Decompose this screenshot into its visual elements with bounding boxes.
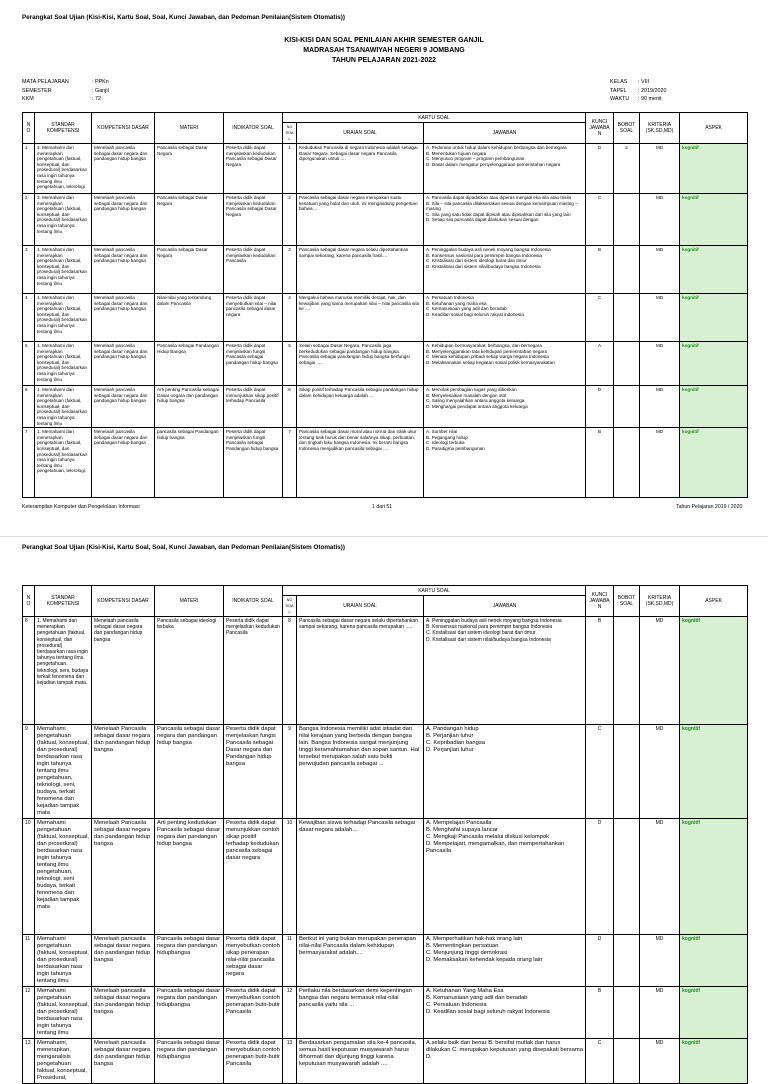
bobot-soal <box>614 617 640 725</box>
uraian-soal: Pancasila sebagai dasar moral atau norma dan tolak ukur tentang baik buruk dan benar salahnya sikap, perbuatan, dan tingkah laku bangsa Indonesia. Ini berarti bangsa Indonesia menjadikan pancasila sebagai .... <box>297 428 424 498</box>
kunci-jawaban: C <box>586 1039 614 1084</box>
kunci-jawaban: D <box>586 935 614 987</box>
jawaban: A. Kehidupan bermasyarakat, berbangsa, dan bernegara B. Menyelenggarakan tata kehidupan pemerintahan negara C. Menata kehidupan pribadi setiap warga negara Indonesia D. Melaksanakan setiap kegiatan sosial politik kemasyarakatan <box>424 342 586 386</box>
indikator-soal: Peserta didik dapat menunjukkan contoh sikap positif terhadap kedudukan pancasila sebagai dasar negara <box>224 819 283 935</box>
standar-kompetensi: Memahami pengetahuan (faktual, konseptual, dan prosedural) berdasarkan rasa ingin tahunya tentang ilmu <box>35 935 92 987</box>
jawaban: A. Pedoman untuk hidup dalam kehidupan berbangsa dan bernegara B. Menentukan tujuan negara C. Menyusun program – program pembangunan D. Dasar dalam mengatur penyelenggaraan pemerintahan negara <box>424 144 586 194</box>
table-row <box>23 342 748 386</box>
kriteria: MD <box>640 987 680 1039</box>
col-bobot: BOBOT SOAL <box>614 586 640 617</box>
no-soal: 1 <box>283 144 297 194</box>
kunci-jawaban: C <box>586 294 614 342</box>
bobot-soal <box>614 342 640 386</box>
row-no: 7 <box>23 428 35 498</box>
meta-row-tapel: TAPEL : 2019/2020 <box>610 87 667 94</box>
title-line-3: TAHUN PELAJARAN 2021-2022 <box>331 57 437 64</box>
kriteria: MD <box>640 144 680 194</box>
jawaban: A. Pancasila dapat dipadatkan atau diperas menjadi eka sila atau trisila B. Sila – sila pancasila dilaksanakan sesuai dengan kemampuan masing – masing C. Sila yang satu tidak dapat dipisah atau dipisahkan dari sila yang lain D. Setiap sila pancasila dapat dilakukan sesuai dengan <box>424 194 586 246</box>
uraian-soal: Berikut ini yang bukan merupakan penerapan nilai-nilai Pancasila dalam kehidupan bermasyarakat adalah.... <box>297 935 424 987</box>
kriteria: MD <box>640 246 680 294</box>
footer-left: Keterampilan Komputer dan Pengelolaan Informasi <box>22 504 140 510</box>
kompetensi-dasar: Menelaah pancasila sebagai dasar negara dan pandangan hidup bangsa <box>92 246 155 294</box>
kisi-kisi-table-2 <box>22 585 748 1084</box>
kunci-jawaban: D <box>586 386 614 428</box>
row-no: 11 <box>23 935 35 987</box>
kriteria: MD <box>640 294 680 342</box>
kriteria: MD <box>640 194 680 246</box>
indikator-soal: Peserta didik dapat menyebutkan contoh penerapan butir-butir Pancasila <box>224 987 283 1039</box>
no-soal: 7 <box>283 428 297 498</box>
indikator-soal: Peserta didik dapat menyebutkan contoh sikap penerapan nilai-nilai pancasila sebagai dasar negara <box>224 935 283 987</box>
materi: Arti penting kedudukan Pancasila sebagai dasar negara dan pandangan hidup bangsa <box>155 819 224 935</box>
meta-row-time: WAKTU : 90 menit <box>610 96 662 102</box>
no-soal: 2 <box>283 194 297 246</box>
document-header: Perangkat Soal Ujian (Kisi-Kisi, Kartu Soal, Soal, Kunci Jawaban, dan Pedoman Penilaian(Sistem Otomatis)) <box>22 14 345 21</box>
materi: Nilai-nilai yang terkandung dalam Pancasila <box>155 294 224 342</box>
aspek: kognitif <box>680 428 748 498</box>
meta-row-semester: SEMESTER : Ganjil <box>22 87 109 94</box>
row-no: 9 <box>23 725 35 819</box>
indikator-soal: Peserta didik dapat menjelaskan kedudukan Pancasila sebagai Dasar Negara <box>224 194 283 246</box>
standar-kompetensi: Memahami pengetahuan (faktual, konseptual, dan prosedural) berdasarkan rasa ingin tahunya tentang ilmu <box>35 987 92 1039</box>
row-no: 8 <box>23 617 35 725</box>
col-jawaban: JAWABAN <box>424 596 586 617</box>
table-row <box>23 428 748 498</box>
indikator-soal: Peserta didik dapat menyebutkan contoh penerapan butir-butir Pancasila <box>224 1039 283 1084</box>
col-kartu: KARTU SOAL <box>283 113 586 123</box>
kunci-jawaban: B <box>586 428 614 498</box>
kriteria: MD <box>640 386 680 428</box>
materi: Pancasila sebagai Dasar Negara <box>155 246 224 294</box>
kunci-jawaban: D <box>586 819 614 935</box>
bobot-soal <box>614 386 640 428</box>
bobot-soal <box>614 1039 640 1084</box>
kompetensi-dasar: Menelaah pancasila sebagai dasar negara dan pandangan hidup bangsa <box>92 342 155 386</box>
table-row <box>23 386 748 428</box>
no-soal: 6 <box>283 386 297 428</box>
standar-kompetensi: Memahami pengetahuan (faktual, konseptual, dan prosedural) berdasarkan rasa ingin tahunya tentang ilmu pengetahuan, teknologi, seni, budaya, terkait fenomena dan kejadian tampak mata <box>35 725 92 819</box>
jawaban: A. Peninggalan budaya asli nenek moyang bangsa Indonesia B. Konsensus nasional para pemimpin bangsa Indonesia C. Kristalisasi dari sistem ideologi barat dan timur D. Kristalisasi dari sistem nilai/budaya bangsa Indonesia <box>424 246 586 294</box>
uraian-soal: Selain sebagai Dasar Negara, Pancasila juga berkedudukan sebagai pandangan hidup bangsa. Pancasila sebagai pandangan hidup bangsa berfungsi sebagai ..... <box>297 342 424 386</box>
kompetensi-dasar: Menelaah pancasila sebagai dasar negara dan pandangan hidup bangsa <box>92 935 155 987</box>
materi: Pancasila sebagai Pandangan Hidup Bangsa <box>155 342 224 386</box>
bobot-soal <box>614 428 640 498</box>
kompetensi-dasar: Menelaah pancasila sebagai dasar negara dan pandangan hidup bangsa <box>92 294 155 342</box>
kisi-kisi-table <box>22 112 748 498</box>
uraian-soal: Pancasila sebagai dasar negara selalu dipertahankan sampai sekarang, karena pancasila merupakan ..... <box>297 617 424 725</box>
uraian-soal: Sikap positif terhadap Pancasila sebagai pandangan hidup dalam kehidupan keluarga adalah ... <box>297 386 424 428</box>
table-row <box>23 194 748 246</box>
jawaban: A. Ketuhanan Yang Maha Esa B. Kemanusiaan yang adil dan beradab C. Persatuan Indonesia D. Keadilan sosial bagi seluruh rakyat Indonesia <box>424 987 586 1039</box>
table-row <box>23 617 748 725</box>
jawaban: A. Menolak pembagian tugas yang diberikan B. Menyelesaikan masalah dengan otot C. Saling menyalahkan antara anggota keluarga D. Menghargai pendapat antara anggota keluarga <box>424 386 586 428</box>
standar-kompetensi: 1. Memahami dan menerapkan pengetahuan (faktual, konseptual, dan prosedural) berdasarkan rasa ingin tahunya tentang ilmu <box>35 342 92 386</box>
uraian-soal: Kewajiban siswa terhadap Pancasila sebagai dasar negara adalah.... <box>297 819 424 935</box>
meta-row-class: KELAS : VIII <box>610 79 650 85</box>
materi: Pancasila sebagai dasar negara dan pandangan hidupbangsa <box>155 1039 224 1084</box>
table-row <box>23 1039 748 1084</box>
kunci-jawaban: D <box>586 144 614 194</box>
standar-kompetensi: 1. Memahami dan menerapkan pengetahuan (faktual, konseptual, dan prosedural) berdasarkan rasa ingin tahunya tentang ilmu pengetahuan, teknologi, <box>35 428 92 498</box>
indikator-soal: Peserta didik dapat menjelaskan kedudukan Pancasila <box>224 617 283 725</box>
bobot-soal <box>614 725 640 819</box>
indikator-soal: Peserta didik dapat menjelaskan kedudukan Pancasila <box>224 246 283 294</box>
materi: Pancasila sebagai dasar negara dan pandangan hidupbangsa <box>155 987 224 1039</box>
indikator-soal: Peserta didik dapat menjelaskan fungsi Pancasila sebagai Pandangan hidup bangsa <box>224 428 283 498</box>
materi: Pancasila sebagai Dasar Negara <box>155 194 224 246</box>
kriteria: MD <box>640 428 680 498</box>
materi: Arti penting Pancasila sebagai Dasar negara dan pandangan hidup bangsa <box>155 386 224 428</box>
row-no: 13 <box>23 1039 35 1084</box>
standar-kompetensi: Memahami pengetahuan (faktual, konseptual, dan prosedural) berdasarkan rasa ingin tahunya tentang ilmu pengetahuan, teknologi, seni budaya, terkait fenomena dan kejadian tampak mata <box>35 819 92 935</box>
materi: pancasila sebagai Pandangan hidup bangsa <box>155 428 224 498</box>
col-kriteria: KRITERIA (SK,SD,MD) <box>640 586 680 617</box>
col-no-soal: NO SOAL <box>283 596 297 617</box>
col-aspek: ASPEK <box>680 586 748 617</box>
standar-kompetensi: 3. Memahami dan menerapkan pengetahuan (faktual, konseptual, dan prosedural) berdasarkan rasa ingin tahunya tentang ilmu <box>35 194 92 246</box>
kompetensi-dasar: Menelaah pancasila sebagai dasar negara dan pandangan hidup bangsa <box>92 194 155 246</box>
aspek: kognitif <box>680 246 748 294</box>
col-kunci: KUNCI JAWABAN <box>586 586 614 617</box>
col-jawaban: JAWABAN <box>424 123 586 144</box>
materi: Pancasila sebagai dasar negara dan pandangan hidup bangsa <box>155 725 224 819</box>
standar-kompetensi: 1. Memahami dan menerapkan pengetahuan (faktual, konseptual, dan prosedural) berdasarkan rasa ingin tahunya tentang ilmu pengetahuan, teknologi, seni, budaya terkait fenomena dan kejadian tampak mata. <box>35 617 92 725</box>
jawaban: A. Pandangan hidup B. Perjanjian luhur C. Kepribadian bangsa D. Perjanjian luhur <box>424 725 586 819</box>
row-no: 4 <box>23 294 35 342</box>
title-line-1: KISI-KISI DAN SOAL PENILAIAN AKHIR SEMESTER GANJIL <box>284 37 484 44</box>
materi: Pancasila sebagai Dasar Negara <box>155 144 224 194</box>
bobot-soal <box>614 935 640 987</box>
col-kunci: KUNCI JAWABAN <box>586 113 614 144</box>
standar-kompetensi: 1. Memahami dan menerapkan pengetahuan (faktual, konseptual, dan prosedural) berdasarkan rasa ingin tahunya tentang ilmu <box>35 246 92 294</box>
col-materi: MATERI <box>155 113 224 144</box>
aspek: kognitif <box>680 194 748 246</box>
kompetensi-dasar: Menelaah pancasila sebagai dasar negara dan pandangan hidup bangsa <box>92 386 155 428</box>
col-materi: MATERI <box>155 586 224 617</box>
meta-left <box>22 78 109 104</box>
standar-kompetensi: 3. Memahami dan menerapkan pengetahuan (faktual, konseptual, dan prosedural) berdasarkan rasa ingin tahunya tentang ilmu pengetahuan, teknologi <box>35 144 92 194</box>
col-no-soal: NO SOAL <box>283 123 297 144</box>
aspek: kognitif <box>680 819 748 935</box>
bobot-soal <box>614 819 640 935</box>
row-no: 2 <box>23 194 35 246</box>
title-line-2: MADRASAH TSANAWIYAH NEGERI 9 JOMBANG <box>303 47 465 54</box>
no-soal: 8 <box>283 617 297 725</box>
materi: Pancasila sebagai ideologi terbuka <box>155 617 224 725</box>
col-kd: KOMPETENSI DASAR <box>92 586 155 617</box>
aspek: kognitif <box>680 144 748 194</box>
table-row <box>23 725 748 819</box>
no-soal: 13 <box>283 1039 297 1084</box>
kunci-jawaban: B <box>586 987 614 1039</box>
row-no: 6 <box>23 386 35 428</box>
uraian-soal: Pancasila sebagai dasar negara selalu dipertahankan sampai sekarang, karena pancasila hasil.... <box>297 246 424 294</box>
kunci-jawaban: C <box>586 194 614 246</box>
col-indikator: INDIKATOR SOAL <box>224 586 283 617</box>
kriteria: MD <box>640 342 680 386</box>
bobot-soal <box>614 194 640 246</box>
kunci-jawaban: A <box>586 342 614 386</box>
standar-kompetensi: 1. Memahami dan menerapkan pengetahuan (faktual, konseptual, dan prosedural) berdasarkan rasa ingin tahunya tentang ilmu <box>35 294 92 342</box>
col-sk: STANDAR KOMPETENSI <box>35 113 92 144</box>
bobot-soal <box>614 294 640 342</box>
kompetensi-dasar: Menelaah pancasila sebagai dasar negara dan pandangan hidup bangsa <box>92 987 155 1039</box>
footer-page: 1 dari 51 <box>372 504 393 510</box>
uraian-soal: Perilaku nila berdasarkan demi kepentingan bangsa dan negara termasuk nilai-nilai pancasila yaitu sila ... <box>297 987 424 1039</box>
no-soal: 11 <box>283 935 297 987</box>
col-kartu: KARTU SOAL <box>283 586 586 596</box>
row-no: 1 <box>23 144 35 194</box>
jawaban: A. Mempelajari Pancasila B. Menghafal supaya lancar C. Mengkaji Pancasila melalui diskusi kelompok D. Mempelajari, mengamalkan, dan mempertahankan Pancasila <box>424 819 586 935</box>
table-row <box>23 144 748 194</box>
table-row <box>23 987 748 1039</box>
document-page-1 <box>0 0 768 536</box>
col-aspek: ASPEK <box>680 113 748 144</box>
indikator-soal: Peserta didik dapat menjelaskan fungsi Pancasila sebagai Dasar negara dan Pandangan hidup bangsa <box>224 725 283 819</box>
jawaban: A.selalu baik dan benar B. bersifat mutlak dan harus dilakukan C. merupakan keputusan yang disepakati bersama D. <box>424 1039 586 1084</box>
no-soal: 12 <box>283 987 297 1039</box>
table-row <box>23 819 748 935</box>
kompetensi-dasar: Menelaah pancasila sebagai dasar negara dan pandangan hidup bangsa <box>92 1039 155 1084</box>
standar-kompetensi: Memahami, menerapkan, menganalisis pengetahuan faktual, konseptual, Prosedural, <box>35 1039 92 1084</box>
kriteria: MD <box>640 617 680 725</box>
uraian-soal: Mengakui bahwa manusia memiliki derajat, hak, dan kewajiban yang sama merupakan nilai – nilai pancasila sila ke .... <box>297 294 424 342</box>
kompetensi-dasar: Menelaah pancasila sebagai dasar negara dan pandangan hidup bangsa <box>92 617 155 725</box>
aspek: kognitif <box>680 935 748 987</box>
uraian-soal: Pancasila sebagai dasar negara merupakan suatu kesatuan yang bulat dan utuh, ini mengandung pengertian bahwa ... <box>297 194 424 246</box>
kriteria: MD <box>640 1039 680 1084</box>
meta-row-subject: MATA PELAJARAN : PPKn <box>22 79 109 85</box>
aspek: kognitif <box>680 386 748 428</box>
document-page-2 <box>0 536 768 1081</box>
kunci-jawaban: C <box>586 725 614 819</box>
col-bobot: BOBOT SOAL <box>614 113 640 144</box>
kriteria: MD <box>640 935 680 987</box>
kompetensi-dasar: Menelaah pancasila sebagai dasar negara dan pandangan hidup bangsa <box>92 428 155 498</box>
indikator-soal: Peserta didik dapat menjelaskan kedudukan Pancasila sebagai Dasar Negara <box>224 144 283 194</box>
indikator-soal: Peserta didik dapat menjelaskan fungsi Pancasila sebagai pandangan hidup bangsa <box>224 342 283 386</box>
table-row <box>23 294 748 342</box>
row-no: 12 <box>23 987 35 1039</box>
col-no: NO <box>23 586 35 617</box>
col-kriteria: KRITERIA (SK,SD,MD) <box>640 113 680 144</box>
no-soal: 9 <box>283 725 297 819</box>
materi: Pancasila sebagai dasar negara dan pandangan hidupbangsa <box>155 935 224 987</box>
jawaban: A. Sumber nilai B. Pegangang hidup C. Ideologi terbuka D. Paradigma pembangunan <box>424 428 586 498</box>
col-uraian: URAIAN SOAL <box>297 596 424 617</box>
col-no: NO <box>23 113 35 144</box>
uraian-soal: Kedudukan Pancasila di negara Indonesia adalah sebagai Dasar Negara. Sebagai dasar negara Pancasila dipergunakan untuk .... <box>297 144 424 194</box>
uraian-soal: Berdasarkan pengamalan sila ke-4 pancasila, semua hasil keputusan musyawarah harus dihormati dan dijunjung tinggi karena keputusan musyawarah adalah .... <box>297 1039 424 1084</box>
no-soal: 3 <box>283 246 297 294</box>
jawaban: A. Memperhatikan hak-hak orang lain B. Mementingkan persatuan C. Menjunjung tinggi demokrasi D. Memaksakan kehendak kepada orang lain <box>424 935 586 987</box>
no-soal: 5 <box>283 342 297 386</box>
col-kd: KOMPETENSI DASAR <box>92 113 155 144</box>
no-soal: 10 <box>283 819 297 935</box>
kriteria: MD <box>640 819 680 935</box>
indikator-soal: Peserta didik dapat menyebutkan nilai – nilai pancasila sebagai dasar negara <box>224 294 283 342</box>
kompetensi-dasar: Menelaah Pancasila sebagai dasar negara dan pandangan hidup bangsa <box>92 725 155 819</box>
bobot-soal <box>614 246 640 294</box>
col-sk: STANDAR KOMPETENSI <box>35 586 92 617</box>
kompetensi-dasar: Menelaah Pancasila sebagai dasar negara dan pandangan hidup bangsa <box>92 819 155 935</box>
bobot-soal <box>614 987 640 1039</box>
aspek: kognitif <box>680 294 748 342</box>
meta-right <box>610 78 666 104</box>
kunci-jawaban: B <box>586 246 614 294</box>
indikator-soal: Peserta didik dapat menunjukkan sikap positif terhadap Pancasila <box>224 386 283 428</box>
uraian-soal: Bangsa Indonesia memiliki adat istiadat dan nilai kerajaan yang berbeda dengan bangsa lain. Bangsa Indonesia sangat menjunjung tinggi keramahtamahan dan sopan santun. Hal tersebut merupakan salah satu bukti perwujudan pancasila sebagai ... <box>297 725 424 819</box>
aspek: kognitif <box>680 725 748 819</box>
kunci-jawaban: B <box>586 617 614 725</box>
row-no: 3 <box>23 246 35 294</box>
col-uraian: URAIAN SOAL <box>297 123 424 144</box>
footer-right: Tahun Pelajaran 2019 / 2020 <box>676 504 743 510</box>
aspek: kognitif <box>680 1039 748 1084</box>
document-header-2: Perangkat Soal Ujian (Kisi-Kisi, Kartu Soal, Soal, Kunci Jawaban, dan Pedoman Penilaian(Sistem Otomatis)) <box>22 544 345 551</box>
no-soal: 4 <box>283 294 297 342</box>
aspek: kognitif <box>680 987 748 1039</box>
col-indikator: INDIKATOR SOAL <box>224 113 283 144</box>
kriteria: MD <box>640 725 680 819</box>
aspek: kognitif <box>680 617 748 725</box>
standar-kompetensi: 1. Memahami dan menerapkan pengetahuan (faktual, konseptual, dan prosedural) berdasarkan rasa ingin tahunya tentang ilmu <box>35 386 92 428</box>
row-no: 10 <box>23 819 35 935</box>
aspek: kognitif <box>680 342 748 386</box>
meta-row-kkm: KKM : 72 <box>22 96 101 102</box>
kompetensi-dasar: Menelaah pancasila sebagai dasar negara dan pandangan hidup bangsa <box>92 144 155 194</box>
table-row <box>23 935 748 987</box>
jawaban: A. Persatuan Indonesia B. Ketuhanan yang maha esa C. Kemanusiaan yang adil dan beradab D. Keadilan sosial bagi seluruh rakyat indonesia <box>424 294 586 342</box>
bobot-soal: 2 <box>614 144 640 194</box>
row-no: 5 <box>23 342 35 386</box>
table-row <box>23 246 748 294</box>
jawaban: A. Peninggalan budaya asli nenek moyang bangsa Indonesia B. Konsensus nasional para pemimpin bangsa Indonesia C. Kristalisasi dari sistem ideologi barat dan timur D. Kristalisasi dari sistem nilai/budaya bangsa Indonesia <box>424 617 586 725</box>
